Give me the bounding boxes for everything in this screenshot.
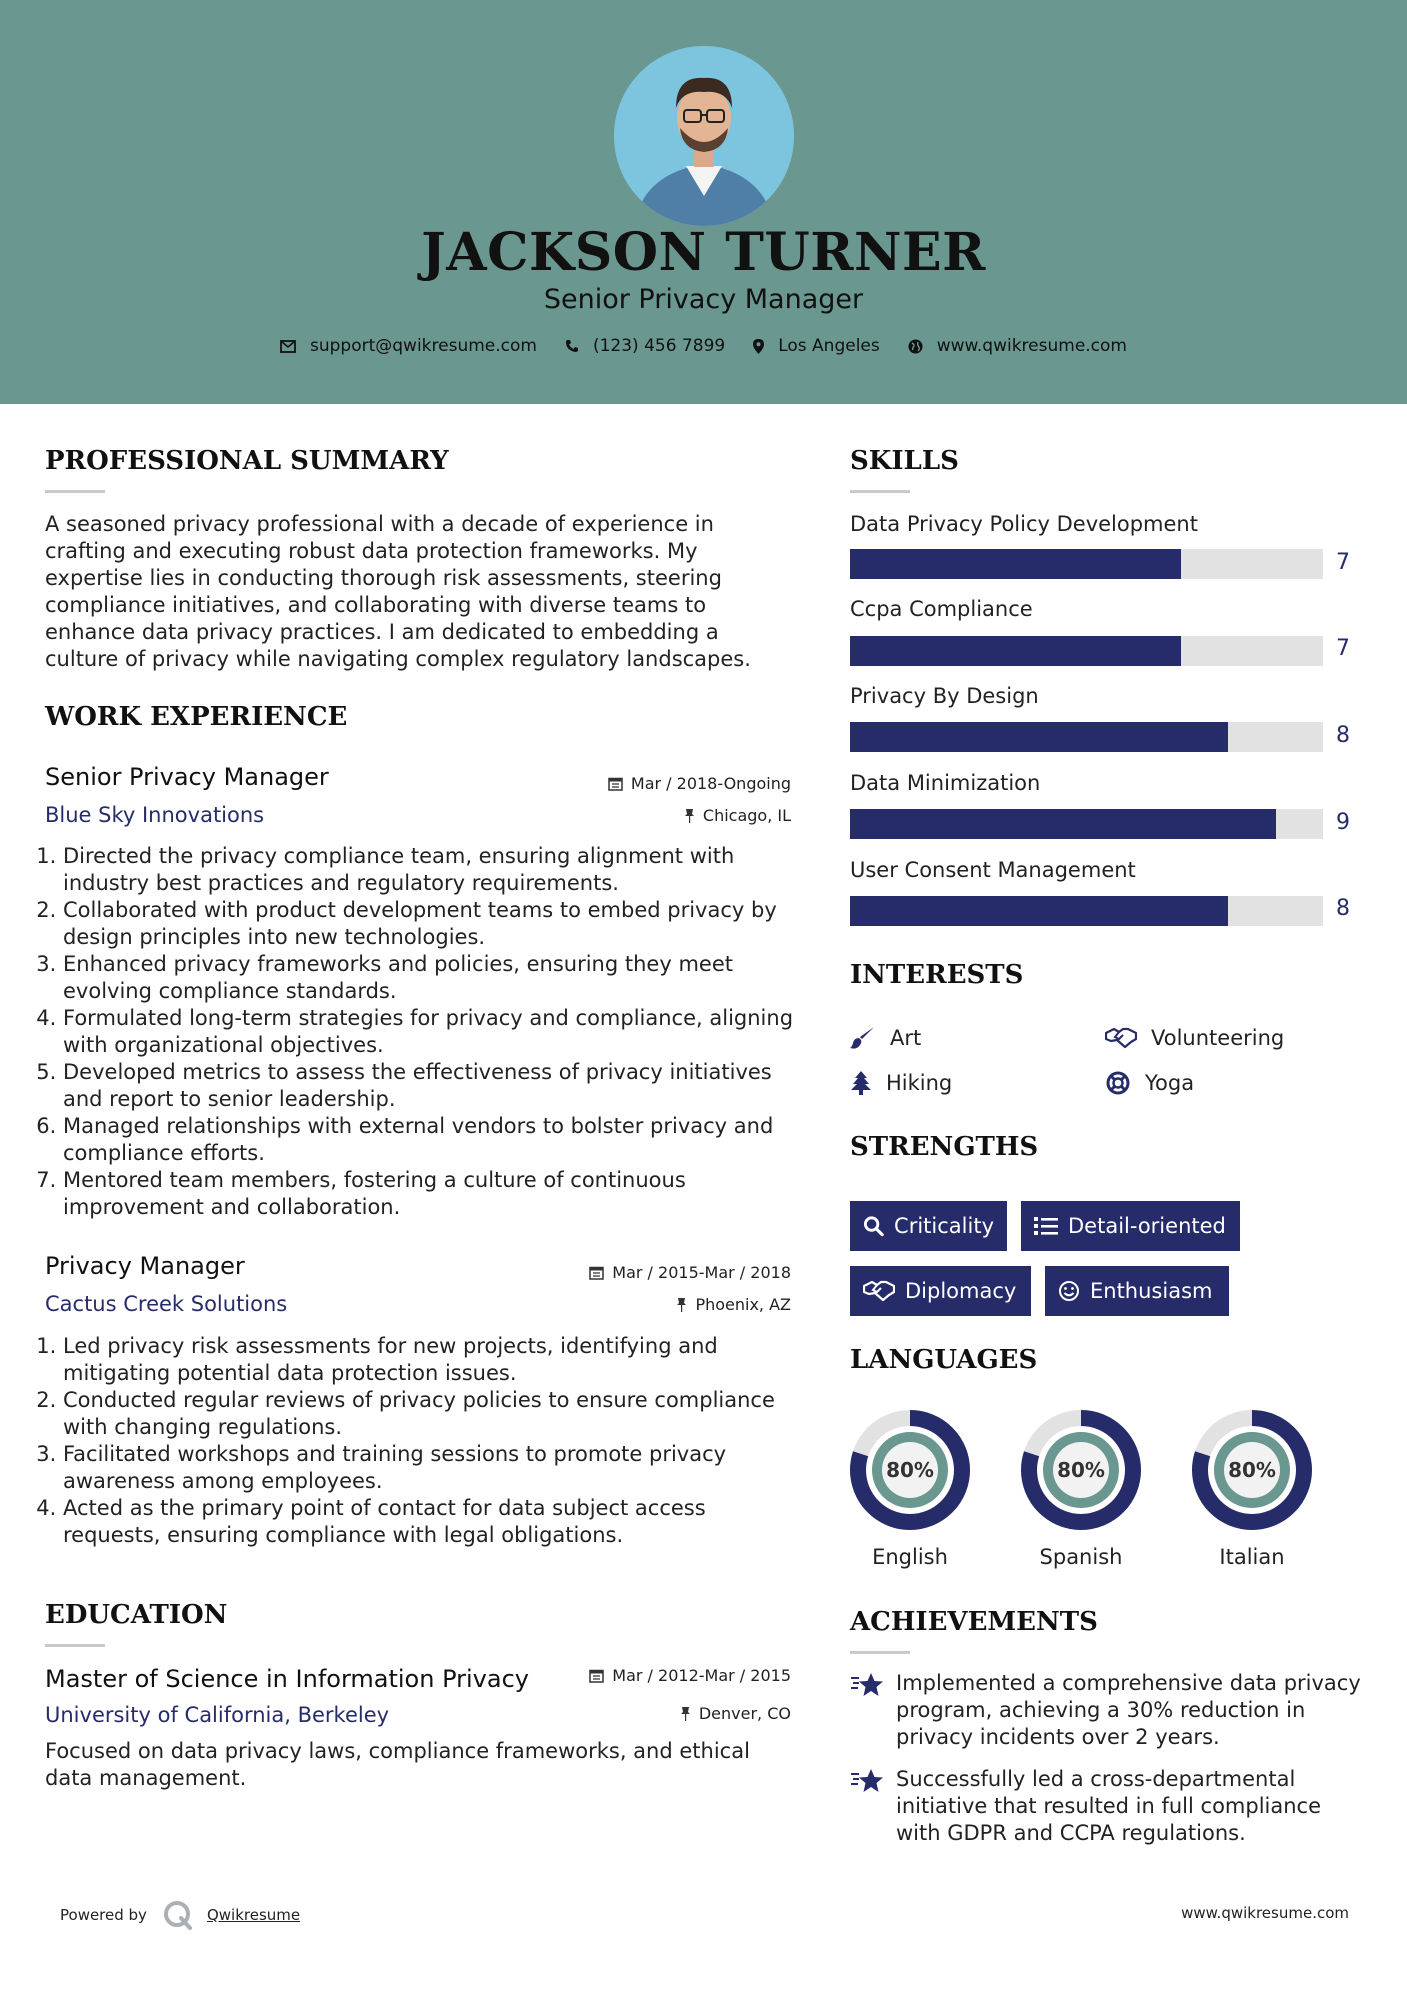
interest-label: Hiking bbox=[886, 1071, 953, 1095]
handshake-icon bbox=[863, 1280, 895, 1302]
brand-link[interactable]: Qwikresume bbox=[206, 1906, 301, 1924]
skill-score: 9 bbox=[1336, 810, 1350, 835]
strength-label: Diplomacy bbox=[905, 1279, 1017, 1303]
education-date-text: Mar / 2012-Mar / 2015 bbox=[612, 1666, 791, 1685]
language-percent: 80% bbox=[1228, 1458, 1276, 1482]
phone-icon bbox=[565, 339, 579, 353]
interest-label: Yoga bbox=[1145, 1071, 1195, 1095]
list-item: 4. Acted as the primary point of contact for data subject access requests, ensuring compliance with legal obligations. bbox=[63, 1495, 803, 1549]
contact-location bbox=[753, 336, 880, 356]
skill-score: 7 bbox=[1336, 636, 1350, 661]
job-date bbox=[589, 1263, 791, 1282]
list-item: 1. Led privacy risk assessments for new projects, identifying and mitigating potential data protection issues. bbox=[63, 1333, 803, 1387]
strength-chip bbox=[850, 1201, 1007, 1251]
globe-icon bbox=[908, 339, 923, 354]
language-ring bbox=[848, 1408, 972, 1532]
school-name: University of California, Berkeley bbox=[45, 1703, 390, 1727]
interest-item bbox=[1105, 1026, 1284, 1050]
calendar-icon bbox=[589, 1265, 604, 1280]
profile-photo bbox=[614, 46, 794, 226]
summary-heading-rule bbox=[45, 490, 105, 493]
skill-name: Ccpa Compliance bbox=[850, 597, 1033, 621]
job-bullets bbox=[45, 843, 803, 1221]
footer-url[interactable]: www.qwikresume.com bbox=[1181, 1904, 1349, 1922]
calendar-icon bbox=[608, 776, 623, 791]
list-item: 2. Collaborated with product development teams to embed privacy by design principles into new technologies. bbox=[63, 897, 803, 951]
footer-branding bbox=[60, 1900, 300, 1930]
skill-name: Data Minimization bbox=[850, 771, 1041, 795]
skill-bar bbox=[850, 636, 1323, 666]
strength-chip bbox=[1021, 1201, 1240, 1251]
map-marker-icon bbox=[753, 339, 764, 354]
skill-bar bbox=[850, 809, 1323, 839]
company-name: Cactus Creek Solutions bbox=[45, 1292, 288, 1316]
location-text: Los Angeles bbox=[778, 336, 880, 356]
skill-bar-fill bbox=[850, 549, 1181, 579]
interest-label: Volunteering bbox=[1151, 1026, 1285, 1050]
contact-phone[interactable] bbox=[565, 336, 725, 356]
contact-bar bbox=[0, 336, 1407, 356]
list-icon bbox=[1034, 1216, 1058, 1236]
achievement-text: Successfully led a cross-departmental initiative that resulted in full compliance with GDPR and CCPA regulations. bbox=[896, 1767, 1322, 1845]
summary-text: A seasoned privacy professional with a decade of experience in crafting and executing robust data protection frameworks. My expertise lies in conducting thorough risk assessments, steering compliance initiatives, and collaborating with diverse teams to enhance data privacy practices. I am dedicated to embedding a culture of privacy while navigating complex regulatory landscapes. bbox=[45, 512, 751, 671]
strength-chip bbox=[1045, 1266, 1229, 1316]
pushpin-icon bbox=[676, 1297, 687, 1312]
degree-title: Master of Science in Information Privacy bbox=[45, 1665, 529, 1693]
achievement-item bbox=[850, 1766, 1370, 1847]
job-date bbox=[608, 774, 791, 793]
resume-header bbox=[0, 0, 1407, 404]
list-item: 2. Conducted regular reviews of privacy policies to ensure compliance with changing regulations. bbox=[63, 1387, 803, 1441]
skill-score: 8 bbox=[1336, 723, 1350, 748]
skill-bar bbox=[850, 722, 1323, 752]
star-icon bbox=[850, 1768, 884, 1794]
languages-heading: LANGUAGES bbox=[850, 1345, 1038, 1375]
list-item: 3. Facilitated workshops and training sessions to promote privacy awareness among employees. bbox=[63, 1441, 803, 1495]
achievement-item bbox=[850, 1670, 1370, 1751]
paintbrush-icon bbox=[850, 1026, 876, 1050]
interest-item bbox=[850, 1026, 921, 1050]
list-item: 3. Enhanced privacy frameworks and policies, ensuring they meet evolving compliance standards. bbox=[63, 951, 803, 1005]
phone-text: (123) 456 7899 bbox=[592, 336, 726, 356]
language-ring bbox=[1019, 1408, 1143, 1532]
skill-score: 8 bbox=[1336, 896, 1350, 921]
list-item: 4. Formulated long-term strategies for privacy and compliance, aligning with organizational objectives. bbox=[63, 1005, 803, 1059]
qwikresume-logo-icon bbox=[163, 1900, 193, 1930]
education-location-text: Denver, CO bbox=[698, 1704, 791, 1723]
skills-heading-rule bbox=[850, 490, 910, 493]
list-item: 5. Developed metrics to assess the effectiveness of privacy initiatives and report to senior leadership. bbox=[63, 1059, 803, 1113]
job-date-text: Mar / 2018-Ongoing bbox=[630, 774, 791, 793]
strength-chip bbox=[850, 1266, 1031, 1316]
job-bullets bbox=[45, 1333, 803, 1549]
interest-label: Art bbox=[890, 1026, 922, 1050]
strengths-heading: STRENGTHS bbox=[850, 1132, 1039, 1162]
skill-name: User Consent Management bbox=[850, 858, 1136, 882]
list-item: 6. Managed relationships with external vendors to bolster privacy and compliance efforts. bbox=[63, 1113, 803, 1167]
job-location bbox=[676, 1295, 791, 1314]
email-text: support@qwikresume.com bbox=[310, 336, 537, 356]
strength-label: Criticality bbox=[894, 1214, 994, 1238]
interests-heading: INTERESTS bbox=[850, 960, 1024, 990]
skill-bar-fill bbox=[850, 722, 1228, 752]
interest-item bbox=[850, 1071, 952, 1095]
education-date bbox=[589, 1666, 791, 1685]
skill-bar-fill bbox=[850, 896, 1228, 926]
skill-score: 7 bbox=[1336, 550, 1350, 575]
work-heading: WORK EXPERIENCE bbox=[45, 702, 348, 732]
search-icon bbox=[863, 1215, 884, 1237]
handshake-icon bbox=[1105, 1027, 1137, 1049]
job-location-text: Chicago, IL bbox=[702, 806, 791, 825]
job-location-text: Phoenix, AZ bbox=[695, 1295, 791, 1314]
interest-item bbox=[1105, 1071, 1194, 1095]
person-portrait-icon bbox=[614, 46, 794, 226]
skill-bar-fill bbox=[850, 636, 1181, 666]
skills-heading: SKILLS bbox=[850, 446, 959, 476]
pushpin-icon bbox=[684, 808, 695, 823]
pushpin-icon bbox=[680, 1706, 691, 1721]
list-item: 1. Directed the privacy compliance team, ensuring alignment with industry best practices and regulatory requirements. bbox=[63, 843, 803, 897]
list-item: 7. Mentored team members, fostering a culture of continuous improvement and collaboration. bbox=[63, 1167, 803, 1221]
language-name: Spanish bbox=[1039, 1545, 1123, 1569]
skill-name: Data Privacy Policy Development bbox=[850, 512, 1198, 536]
achievement-text: Implemented a comprehensive data privacy program, achieving a 30% reduction in privacy incidents over 2 years. bbox=[896, 1671, 1361, 1749]
education-text: Focused on data privacy laws, compliance frameworks, and ethical data management. bbox=[45, 1739, 750, 1790]
job-location bbox=[684, 806, 791, 825]
envelope-icon bbox=[280, 340, 296, 353]
education-heading-rule bbox=[45, 1644, 105, 1647]
website-text: www.qwikresume.com bbox=[936, 336, 1127, 356]
job-date-text: Mar / 2015-Mar / 2018 bbox=[612, 1263, 791, 1282]
powered-by-label: Powered by bbox=[60, 1906, 147, 1924]
language-name: Italian bbox=[1219, 1545, 1285, 1569]
tree-icon bbox=[850, 1071, 872, 1095]
strength-label: Detail-oriented bbox=[1068, 1214, 1226, 1238]
candidate-name: JACKSON TURNER bbox=[421, 222, 986, 283]
smile-icon bbox=[1058, 1280, 1080, 1302]
job-title: Senior Privacy Manager bbox=[45, 763, 329, 791]
language-name: English bbox=[872, 1545, 948, 1569]
skill-name: Privacy By Design bbox=[850, 684, 1039, 708]
candidate-title: Senior Privacy Manager bbox=[543, 284, 864, 315]
achievements-heading: ACHIEVEMENTS bbox=[850, 1607, 1098, 1637]
life-ring-icon bbox=[1105, 1071, 1131, 1095]
skill-bar-fill bbox=[850, 809, 1276, 839]
skill-bar bbox=[850, 549, 1323, 579]
education-heading: EDUCATION bbox=[45, 1600, 228, 1630]
calendar-icon bbox=[589, 1668, 604, 1683]
strength-label: Enthusiasm bbox=[1090, 1279, 1213, 1303]
skill-bar bbox=[850, 896, 1323, 926]
education-location bbox=[680, 1704, 791, 1723]
contact-website[interactable] bbox=[908, 336, 1127, 356]
job-title: Privacy Manager bbox=[45, 1252, 245, 1280]
summary-heading: PROFESSIONAL SUMMARY bbox=[45, 446, 449, 476]
language-percent: 80% bbox=[886, 1458, 934, 1482]
achievements-heading-rule bbox=[850, 1651, 910, 1654]
language-percent: 80% bbox=[1057, 1458, 1105, 1482]
language-ring bbox=[1190, 1408, 1314, 1532]
contact-email[interactable] bbox=[280, 336, 537, 356]
company-name: Blue Sky Innovations bbox=[45, 803, 265, 827]
star-icon bbox=[850, 1672, 884, 1698]
